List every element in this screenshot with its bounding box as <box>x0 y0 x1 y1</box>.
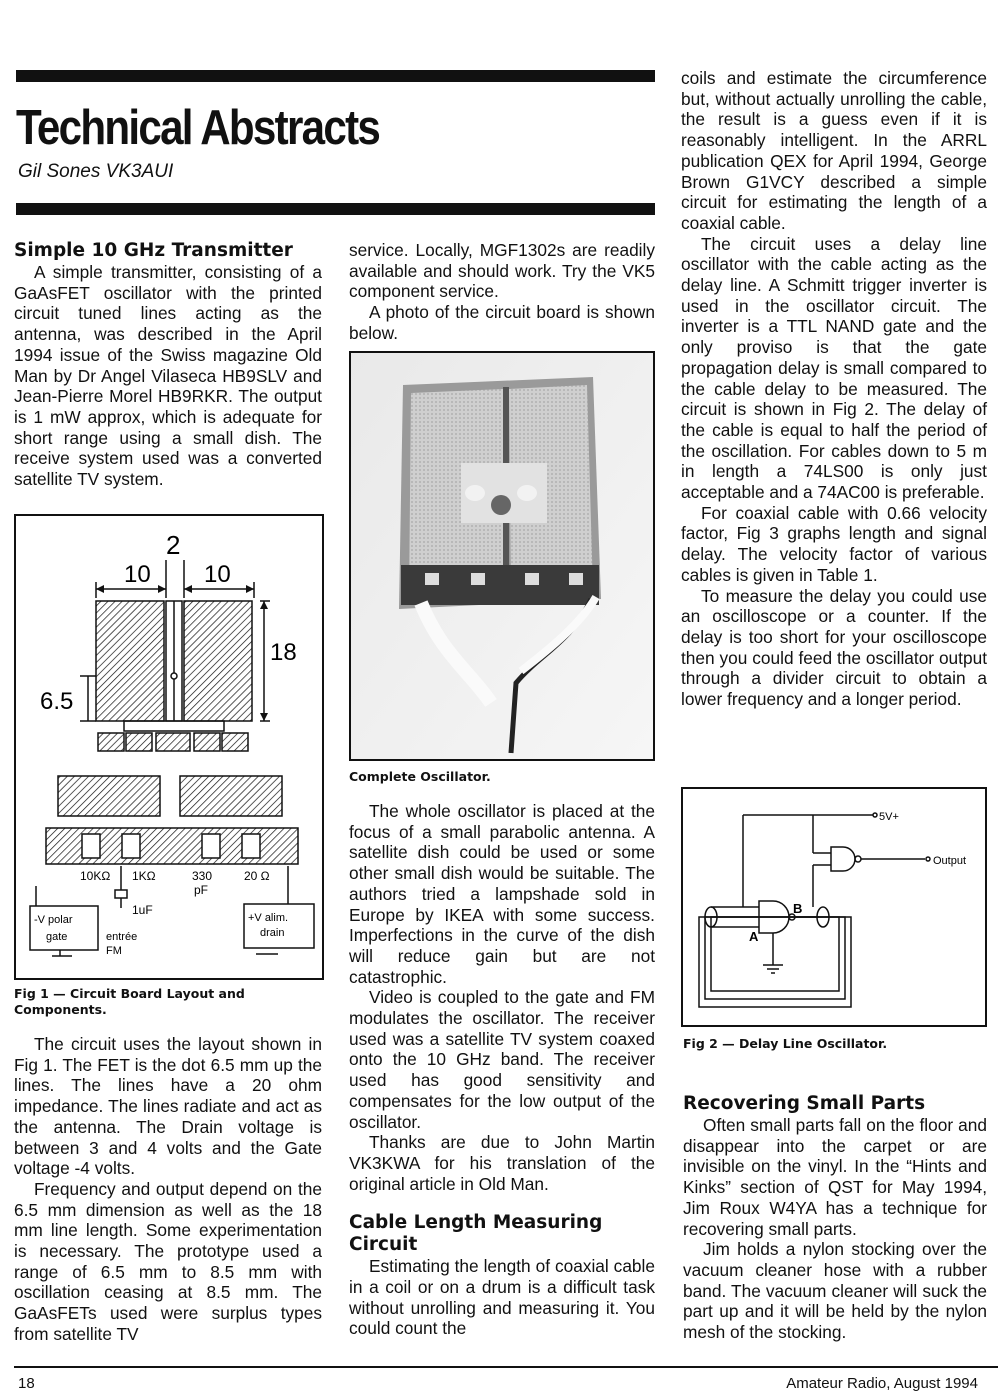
figure-2-delay-line-oscillator <box>681 787 987 1027</box>
fig1-width-left-label: 10 <box>124 561 151 588</box>
paragraph: A photo of the circuit board is shown below. <box>349 302 655 343</box>
paragraph: A simple transmitter, consisting of a GaAsFET oscillator with the printed circuit tuned lines acting as the antenna, was described in the April 1994 issue of the Swiss magazine Old Man by Dr Angel Vilaseca HB9SLV and Jean-Pierre Morel HB9RKR. The output is 1 mW approx, which is adequate for short range using a small dish. The receive system used was a converted satellite TV system. <box>14 262 322 490</box>
fig1-fet-height-label: 6.5 <box>40 688 74 715</box>
footer-rule <box>14 1366 998 1368</box>
fig1-fm-label-1: entrée <box>106 931 138 943</box>
fig2-drawing <box>683 789 985 1025</box>
page-number: 18 <box>18 1375 35 1392</box>
column-1 <box>14 240 322 490</box>
fig1-fm-label-2: FM <box>106 945 122 957</box>
heading-10ghz-transmitter: Simple 10 GHz Transmitter <box>14 240 293 261</box>
paragraph: The circuit uses the layout shown in Fig 1. The FET is the dot 6.5 mm up the lines. The lines have a 20 ohm impedance. The lines radiate and act as the antenna. The Drain voltage is between 3 and 4 volts and the Gate voltage -4 volts. <box>14 1034 322 1179</box>
column-3 <box>681 68 987 710</box>
fig2-node-a: A <box>749 929 759 944</box>
fig1-vgate-label-2: gate <box>46 931 68 943</box>
fig1-vdrain-label-1: +V alim. <box>248 912 289 924</box>
fig1-length-label: 18 <box>270 639 297 666</box>
paragraph: coils and estimate the circumference but, without actually unrolling the cable, the result is a guess even if it is reasonably intelligent. In the ARRL publication QEX for April 1994, George Brown G1VCY described a simple circuit for estimating the length of a coaxial cable. <box>681 68 987 233</box>
fig1-c1-label: 330 <box>192 869 213 883</box>
figure-2-caption: Fig 2 — Delay Line Oscillator. <box>683 1036 888 1051</box>
fig1-gap-label: 2 <box>166 530 181 560</box>
fig1-cap-label: 1uF <box>132 903 153 917</box>
fig1-vgate-label-1: -V polar <box>34 914 73 926</box>
publication-info: Amateur Radio, August 1994 <box>786 1375 978 1392</box>
fig2-output-label: Output <box>933 855 967 867</box>
column-2-continued <box>349 801 655 1339</box>
column-2 <box>349 240 655 344</box>
header-rule-top <box>16 70 655 82</box>
header-rule-bottom <box>16 203 655 215</box>
paragraph: The whole oscillator is placed at the focus of a small parabolic antenna. A satellite dish could be used or some other small dish would be suitable. The authors tried a lampshade sold in Europe by IKEA with some success. Imperfections in the curve of the dish will reduce gain but are not catastrophic. <box>349 801 655 987</box>
paragraph: The circuit uses a delay line oscillator with the cable acting as the delay line. A Schmitt trigger inverter is used in the oscillator circuit. The inverter is a TTL NAND gate and the only proviso is that the gate propagation delay is small compared to the cable delay to be measured. The circuit is shown in Fig 2. The delay of the cable is equal to half the period of the oscillation. For cables down to 5 m in length a 74LS00 is only just acceptable and a 74AC00 is preferable. <box>681 233 987 503</box>
paragraph: Estimating the length of coaxial cable in a coil or on a drum is a difficult task without unrolling and measuring it. You could count the <box>349 1256 655 1339</box>
paragraph: Jim holds a nylon stocking over the vacuum cleaner hose with a rubber band. The vacuum cleaner will suck the part up and it will be held by the nylon mesh of the stocking. <box>683 1239 987 1343</box>
paragraph: Thanks are due to John Martin VK3KWA for his translation of the original article in Old Man. <box>349 1132 655 1194</box>
paragraph: service. Locally, MGF1302s are readily available and should work. Try the VK5 component service. <box>349 240 655 302</box>
paragraph: Frequency and output depend on the 6.5 mm dimension as well as the 18 mm line length. Some experimentation is necessary. The prototype used a range of 6.5 mm to 8.5 mm with oscillation ceasing at 8.5 mm. The GaAsFETs used were surplus types from satellite TV <box>14 1178 322 1344</box>
paragraph: Video is coupled to the gate and FM modulates the oscillator. The receiver used was a satellite TV system coaxed onto the 10 GHz band. The receiver used has good sensitivity and compensates for the low output of the oscillator. <box>349 987 655 1132</box>
fig1-drawing <box>16 516 322 978</box>
fig1-r2-label: 1KΩ <box>132 869 156 883</box>
oscillator-photo <box>349 351 655 761</box>
fig1-width-right-label: 10 <box>204 561 231 588</box>
heading-recovering-small-parts: Recovering Small Parts <box>683 1093 926 1114</box>
paragraph: For coaxial cable with 0.66 velocity factor, Fig 3 graphs length and signal delay. The velocity factor of various cables is given in Table 1. <box>681 502 987 585</box>
fig2-node-b: B <box>793 901 803 916</box>
fig1-c1-unit: pF <box>194 883 209 897</box>
fig1-vdrain-label-2: drain <box>260 927 285 939</box>
fig1-r1-label: 10KΩ <box>80 869 111 883</box>
paragraph: Often small parts fall on the floor and disappear into the carpet or are invisible on the vinyl. In the “Hints and Kinks” section of QST for May 1994, Jim Roux W4YA has a technique for recovering small parts. <box>683 1115 987 1239</box>
paragraph: To measure the delay you could use an oscilloscope or a counter. If the delay is too short for your oscilloscope then you could feed the oscillator output through a divider circuit to obtain a lower frequency and a longer period. <box>681 585 987 710</box>
column-3-continued <box>683 1093 987 1343</box>
column-1-continued <box>14 1034 322 1345</box>
author-byline: Gil Sones VK3AUI <box>18 161 174 182</box>
fig2-supply-label: 5V+ <box>879 811 899 823</box>
oscillator-photo-image <box>351 353 653 759</box>
page-title: Technical Abstracts <box>16 101 380 155</box>
heading-cable-length: Cable Length Measuring Circuit <box>349 1212 603 1256</box>
photo-caption: Complete Oscillator. <box>349 769 491 784</box>
fig1-r3-label: 20 Ω <box>244 869 270 883</box>
figure-1-caption: Fig 1 — Circuit Board Layout and Components. <box>14 986 245 1017</box>
figure-1-circuit-layout <box>14 514 324 980</box>
